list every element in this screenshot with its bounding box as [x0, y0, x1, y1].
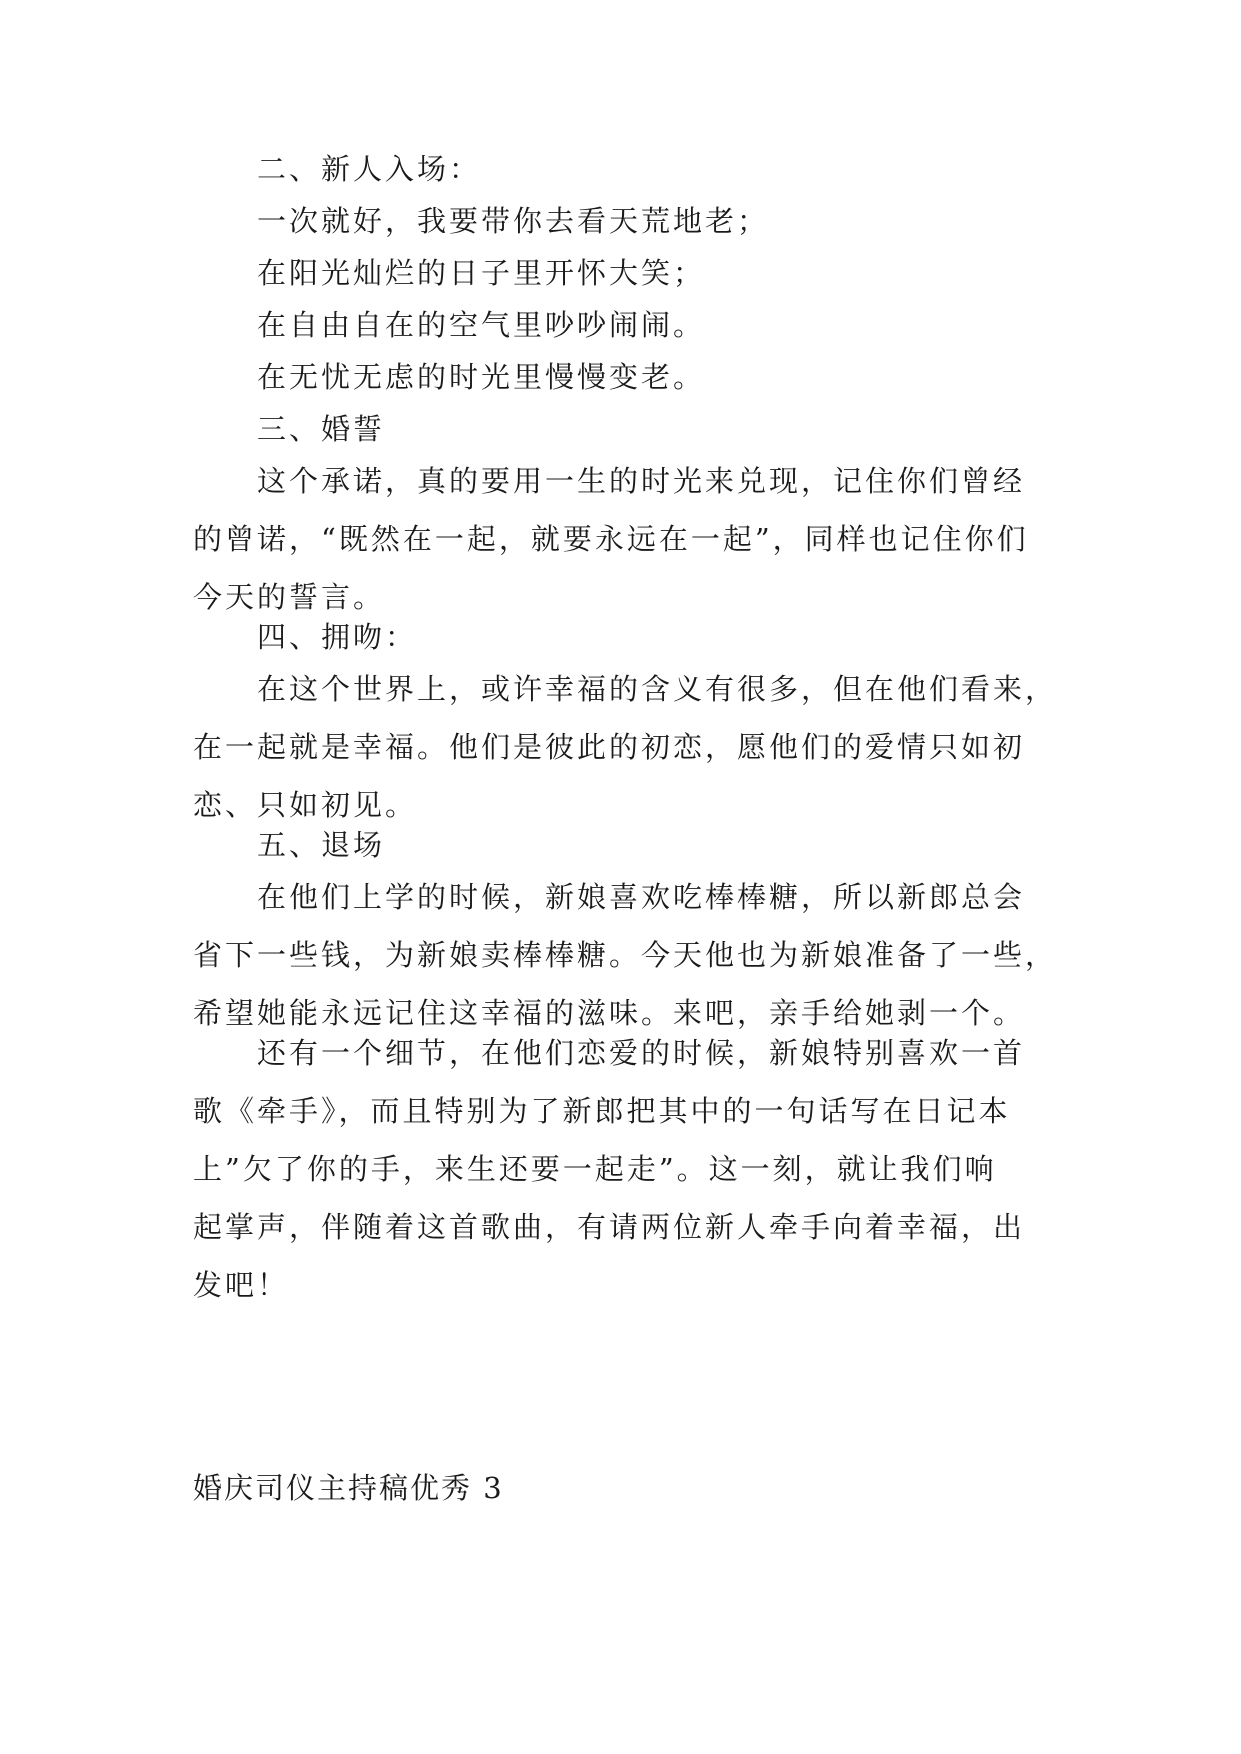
text-line: 发吧！ — [193, 1268, 290, 1302]
text-line: 上”欠了你的手，来生还要一起走”。这一刻，就让我们响 — [193, 1152, 997, 1186]
text-line: 在这个世界上，或许幸福的含义有很多，但在他们看来， — [257, 672, 1058, 706]
paragraph-kiss-heading — [193, 608, 1053, 666]
text-line: 四、拥吻： — [257, 620, 418, 654]
text-line: 的曾诺，“既然在一起，就要永远在一起”，同样也记住你们 — [193, 522, 1029, 556]
paragraph-entrance-line-3 — [193, 296, 1053, 354]
paragraph-entrance-line-2 — [193, 244, 1053, 302]
next-section-title: 婚庆司仪主持稿优秀 3 — [193, 1471, 504, 1505]
paragraph-exit-heading — [193, 816, 1053, 874]
text-line: 在无忧无虑的时光里慢慢变老。 — [257, 360, 706, 394]
text-line: 这个承诺，真的要用一生的时光来兑现，记住你们曾经 — [257, 464, 1026, 498]
text-line: 恋、只如初见。 — [193, 788, 418, 822]
text-line: 起掌声，伴随着这首歌曲，有请两位新人牵手向着幸福，出 — [193, 1210, 1026, 1244]
paragraph-entrance-line-1 — [193, 192, 1053, 250]
text-line: 二、新人入场： — [257, 152, 482, 186]
paragraph-exit-body-1 — [193, 868, 1058, 1042]
paragraph-vow-heading — [193, 400, 1053, 458]
text-line: 在他们上学的时候，新娘喜欢吃棒棒糖，所以新郎总会 — [257, 880, 1026, 914]
text-line: 在自由自在的空气里吵吵闹闹。 — [257, 308, 706, 342]
paragraph-vow-body — [193, 452, 1053, 626]
text-line: 在阳光灿烂的日子里开怀大笑； — [257, 256, 706, 290]
paragraph-exit-body-2 — [193, 1024, 1053, 1314]
text-line: 歌《牵手》，而且特别为了新郎把其中的一句话写在日记本 — [193, 1094, 1011, 1128]
text-line: 一次就好，我要带你去看天荒地老； — [257, 204, 770, 238]
text-line: 在一起就是幸福。他们是彼此的初恋，愿他们的爱情只如初 — [193, 730, 1026, 764]
paragraph-kiss-body — [193, 660, 1058, 834]
paragraph-entrance-heading — [193, 140, 1053, 198]
text-line: 五、退场 — [257, 828, 386, 862]
text-line: 三、婚誓 — [257, 412, 386, 446]
text-line: 今天的誓言。 — [193, 580, 386, 614]
text-line: 省下一些钱，为新娘卖棒棒糖。今天他也为新娘准备了一些， — [193, 938, 1058, 972]
paragraph-entrance-line-4 — [193, 348, 1053, 406]
text-line: 希望她能永远记住这幸福的滋味。来吧，亲手给她剥一个。 — [193, 996, 1026, 1030]
text-line: 还有一个细节，在他们恋爱的时候，新娘特别喜欢一首 — [257, 1036, 1026, 1070]
